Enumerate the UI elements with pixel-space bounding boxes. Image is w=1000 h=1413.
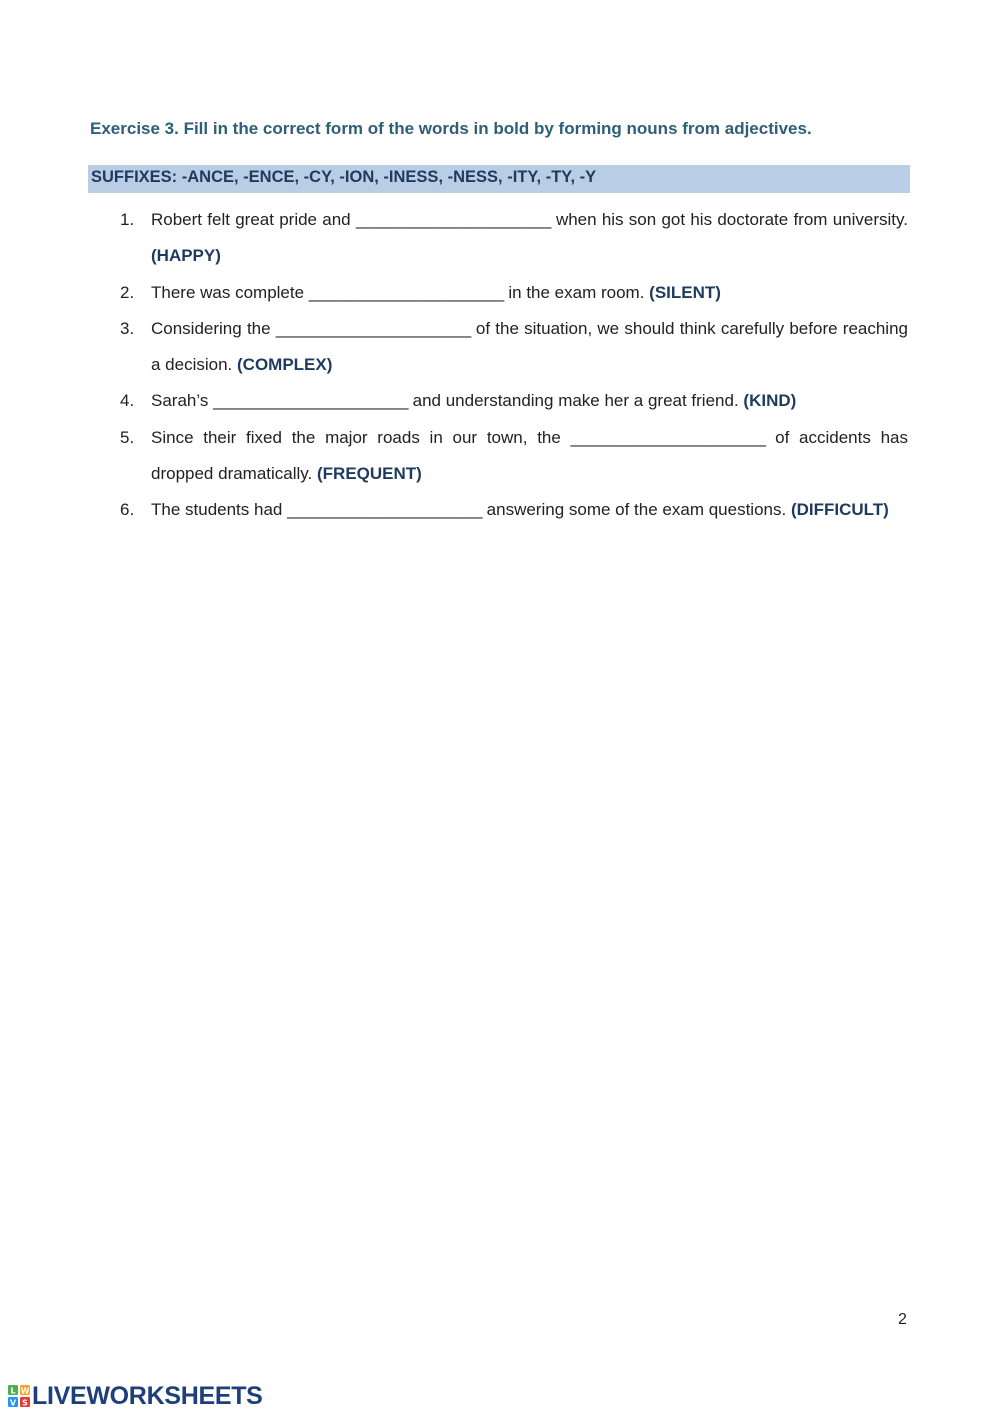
answer-blank[interactable]: ______________________ bbox=[213, 391, 408, 411]
exercise-item bbox=[120, 383, 908, 419]
item-text-after: and understanding make her a great friend. bbox=[412, 391, 739, 411]
item-number: 3. bbox=[120, 318, 135, 338]
suffix-banner bbox=[88, 165, 910, 193]
suffix-list: SUFFIXES: -ANCE, -ENCE, -CY, -ION, -INESS, -NESS, -ITY, -TY, -Y bbox=[91, 168, 597, 186]
answer-blank[interactable]: ______________________ bbox=[275, 318, 471, 338]
item-hint: (KIND) bbox=[743, 391, 797, 411]
item-text-before: Sarah’s bbox=[151, 391, 209, 411]
item-text-after: in the exam room. bbox=[508, 282, 645, 302]
item-number: 2. bbox=[120, 282, 135, 302]
answer-blank[interactable]: ______________________ bbox=[287, 500, 482, 520]
liveworksheets-logo-icon bbox=[8, 1385, 30, 1407]
logo-letter-w: W bbox=[20, 1386, 30, 1396]
item-number: 4. bbox=[120, 391, 135, 411]
item-text-before: There was complete bbox=[151, 282, 305, 302]
logo-letter-l: L bbox=[10, 1386, 16, 1396]
item-hint: (SILENT) bbox=[649, 282, 721, 302]
logo-letter-s: S bbox=[22, 1398, 28, 1407]
item-text-before: The students had bbox=[151, 500, 283, 520]
exercise-item bbox=[120, 420, 908, 493]
item-text-after: of the situation, we should think carefully before reaching a decision. bbox=[151, 318, 908, 375]
answer-blank[interactable]: ______________________ bbox=[355, 210, 551, 229]
item-text-after: answering some of the exam questions. bbox=[486, 500, 787, 520]
exercise-items bbox=[120, 202, 908, 529]
item-hint: (HAPPY) bbox=[151, 246, 221, 266]
answer-blank[interactable]: ______________________ bbox=[308, 282, 504, 302]
item-text-after: of accidents has dropped dramatically. bbox=[151, 427, 908, 484]
liveworksheets-logo[interactable] bbox=[8, 1381, 263, 1411]
item-number: 1. bbox=[120, 210, 135, 229]
item-hint: (FREQUENT) bbox=[317, 464, 422, 484]
item-text-before: Since their fixed the major roads in our town, the bbox=[151, 427, 561, 447]
exercise-title: Exercise 3. Fill in the correct form of the words in bold by forming nouns from adjectives. bbox=[90, 119, 812, 138]
item-number: 6. bbox=[120, 500, 135, 520]
exercise-item bbox=[120, 492, 908, 528]
exercise-item bbox=[120, 275, 908, 311]
item-hint: (DIFFICULT) bbox=[790, 500, 889, 520]
page-number: 2 bbox=[898, 1311, 907, 1328]
logo-letter-v: V bbox=[9, 1398, 17, 1407]
exercise-item bbox=[120, 311, 908, 384]
answer-blank[interactable]: ______________________ bbox=[570, 427, 766, 447]
brand-name: LIVEWORKSHEETS bbox=[32, 1381, 263, 1410]
item-text-before: Considering the bbox=[151, 318, 271, 338]
exercise-item bbox=[120, 202, 908, 275]
item-number: 5. bbox=[120, 427, 135, 447]
item-text-after: when his son got his doctorate from university. bbox=[555, 210, 908, 229]
item-hint: (COMPLEX) bbox=[237, 355, 333, 375]
item-text-before: Robert felt great pride and bbox=[151, 210, 351, 229]
